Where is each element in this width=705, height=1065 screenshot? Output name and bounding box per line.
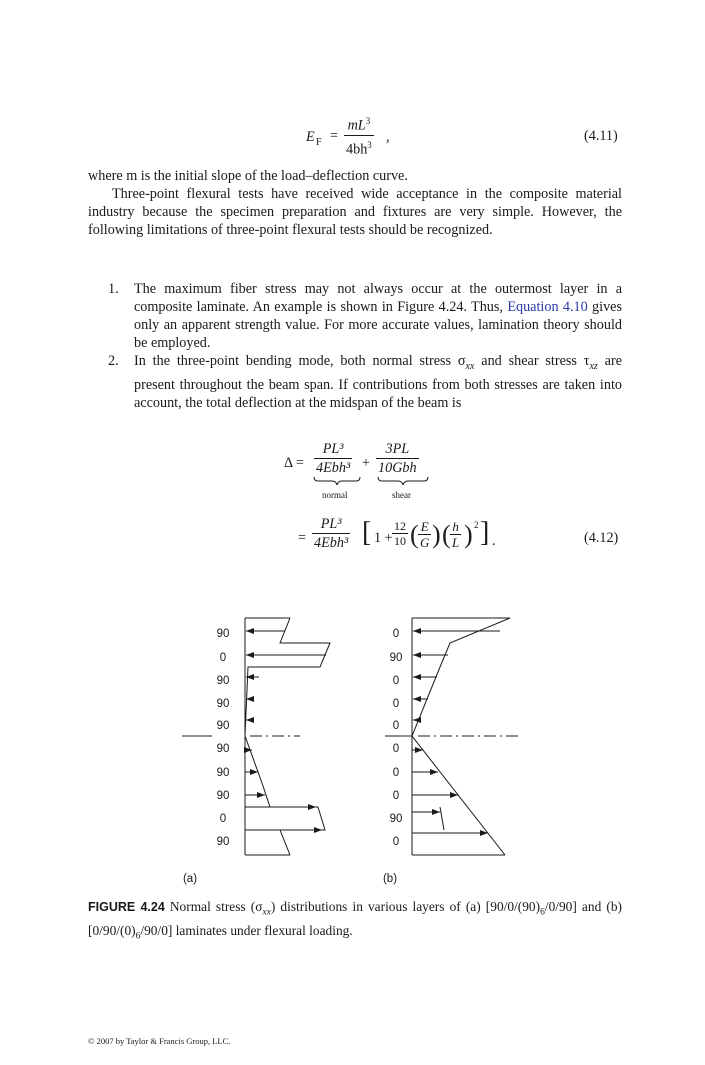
paragraph-1: where m is the initial slope of the load–deflection curve. xyxy=(88,168,408,184)
b-layer-label: 0 xyxy=(392,675,400,687)
b-layer-label: 0 xyxy=(392,836,400,848)
b-layer-label: 0 xyxy=(392,790,400,802)
a-layer-label: 0 xyxy=(219,652,227,664)
b-layer-label: 0 xyxy=(392,628,400,640)
subfigure-a-tag: (a) xyxy=(182,873,198,885)
b-layer-label: 0 xyxy=(392,698,400,710)
equation-4-12: Δ = PL³ 4Ebh³ + 3PL 10Gbh normal shear = PL³ 4Ebh³ [ 1 + $\frac{12}{10}$ ( $\frac{E}{G}$ ) ( $\frac{h}{L}$ ) 2 ] . xyxy=(284,441,496,551)
a-layer-label: 90 xyxy=(216,836,230,848)
a-layer-label: 90 xyxy=(216,743,230,755)
eq411-number: (4.11) xyxy=(584,128,618,144)
normal-label: normal xyxy=(322,490,348,500)
a-layer-label: 90 xyxy=(216,767,230,779)
b-layer-label: 0 xyxy=(392,720,400,732)
equation-4-10-link[interactable]: Equation 4.10 xyxy=(507,299,588,315)
a-layer-label: 90 xyxy=(216,698,230,710)
list-item: 2. In the three-point bending mode, both normal stress $\sigma_{xx}$ and shear stress $\tau_{xz}$ are present throughout the beam span. If contributions from both stresses are taken into account, the total deflection at the midspan of the beam is xyxy=(108,353,622,411)
b-layer-label: 0 xyxy=(392,767,400,779)
limitations-list xyxy=(108,280,622,412)
a-layer-label: 90 xyxy=(216,675,230,687)
figure-caption: FIGURE 4.24 Normal stress $(\sigma_{xx})$ distributions in various layers of (a) $[90/0/(90)_6/0/90]$ and (b) $[0/90/(0)_6/90/0]$ laminates under flexural loading. xyxy=(88,899,622,942)
eq411-lhs: E xyxy=(306,129,315,145)
eq411-num: mL xyxy=(347,117,366,134)
figure-4-24 xyxy=(0,600,705,900)
copyright-footer: © 2007 by Taylor & Francis Group, LLC. xyxy=(88,1036,231,1046)
eq412-delta: Δ = xyxy=(284,455,304,471)
caption-label: FIGURE 4.24 xyxy=(88,900,165,914)
a-layer-label: 90 xyxy=(216,628,230,640)
a-layer-label: 90 xyxy=(216,790,230,802)
a-layer-label: 90 xyxy=(216,720,230,732)
paragraph-2: Three-point flexural tests have received wide acceptance in the composite material industry because the specimen preparation and fixtures are very simple. However, the following limitations of three-point flexural tests should be recognized. xyxy=(88,186,622,238)
b-layer-label: 90 xyxy=(389,652,403,664)
equation-4-11: E F = $\frac{mL^3}{4bh^3}$ , xyxy=(306,116,390,158)
eq412-number: (4.12) xyxy=(584,530,619,546)
laminate-b-diagram xyxy=(385,618,522,855)
b-layer-label: 0 xyxy=(392,743,400,755)
list-item: 1. The maximum fiber stress may not always occur at the outermost layer in a composite laminate. An example is shown in Figure 4.24. Thus, Equation 4.10 gives only an apparent strength value. For more accurate values, lamination theory should be employed. xyxy=(108,281,622,351)
a-layer-label: 0 xyxy=(219,813,227,825)
laminate-a-diagram xyxy=(182,618,330,855)
eq411-lhs-sub: F xyxy=(316,137,322,148)
subfigure-b-tag: (b) xyxy=(382,873,398,885)
eq411-den: 4bh xyxy=(346,141,368,158)
shear-label: shear xyxy=(392,490,411,500)
b-layer-label: 90 xyxy=(389,813,403,825)
